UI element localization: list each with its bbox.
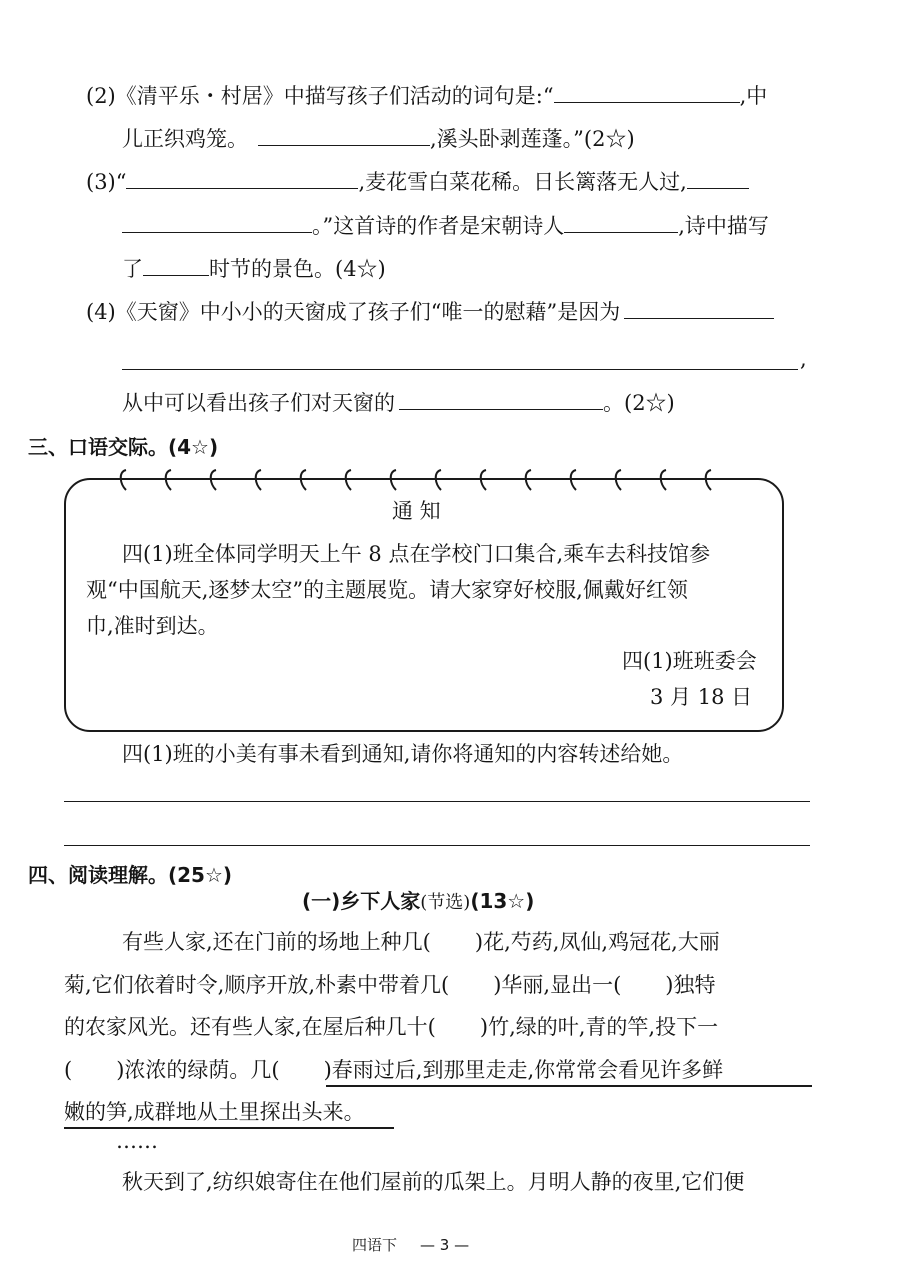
passage-line-2	[64, 970, 715, 1000]
answer-blank[interactable]	[554, 80, 740, 103]
answer-line[interactable]	[64, 845, 810, 846]
passage-title-note: (节选)	[420, 892, 471, 913]
passage-line-4	[64, 1055, 723, 1085]
passage-text: 菊,它们依着时令,顺序开放,朴素中带着几(	[64, 973, 450, 997]
passage-text: (	[64, 1058, 73, 1082]
passage-text: )春雨过后,到那里走走,你常常会看见许多鲜	[323, 1058, 724, 1082]
q2-text-1: (2)《清平乐・村居》中描写孩子们活动的词句是:“	[86, 84, 554, 108]
q3-text-1: (3)“	[86, 170, 127, 194]
q4-text-1: (4)《天窗》中小小的天窗成了孩子们“唯一的慰藉”是因为	[86, 300, 621, 324]
wavy-underline	[64, 1127, 394, 1129]
q4-line-3	[122, 387, 675, 418]
passage-line-5: 嫩的笋,成群地从土里探出头来。	[64, 1100, 365, 1124]
notice-signature: 四(1)班班委会	[622, 649, 757, 673]
answer-blank[interactable]	[624, 296, 774, 319]
q3-text-2: ,麦花雪白菜花稀。日长篱落无人过,	[358, 170, 687, 194]
wavy-underline	[326, 1085, 812, 1087]
passage-line-6: 秋天到了,纺织娘寄住在他们屋前的瓜架上。月明人静的夜里,它们便	[122, 1170, 745, 1194]
passage-title	[302, 886, 534, 918]
notice-line-1: 四(1)班全体同学明天上午 8 点在学校门口集合,乘车去科技馆参	[122, 542, 711, 566]
q2-text-3: 儿正织鸡笼。	[122, 127, 248, 151]
answer-blank[interactable]	[564, 210, 678, 233]
passage-text: )浓浓的绿荫。几(	[116, 1058, 280, 1082]
q4-comma: ,	[800, 347, 807, 371]
passage-title-score: (13☆)	[470, 889, 535, 913]
passage-line-3	[64, 1012, 718, 1042]
footer-subject: 四语下	[352, 1236, 398, 1254]
answer-blank[interactable]	[143, 253, 209, 276]
page-number: — 3 —	[420, 1236, 470, 1254]
passage-text: )华丽,显出一(	[493, 973, 622, 997]
q2-text-4: ,溪头卧剥莲蓬。”(2☆)	[430, 127, 635, 151]
q3-text-3: 。”这首诗的作者是宋朝诗人	[312, 214, 565, 238]
answer-blank[interactable]	[122, 210, 312, 233]
q3-text-4: ,诗中描写	[678, 214, 769, 238]
q4-text-4: 。(2☆)	[603, 391, 675, 415]
q3-line-2	[122, 210, 769, 241]
section-3-question: 四(1)班的小美有事未看到通知,请你将通知的内容转述给她。	[122, 742, 684, 766]
q4-text-3: 从中可以看出孩子们对天窗的	[122, 391, 395, 415]
q2-text-2: ,中	[739, 84, 768, 108]
q3-text-5: 了	[122, 257, 143, 281]
passage-text: )竹,绿的叶,青的竿,投下一	[479, 1015, 719, 1039]
answer-blank[interactable]	[126, 166, 358, 189]
notice-line-2: 观“中国航天,逐梦太空”的主题展览。请大家穿好校服,佩戴好红领	[86, 578, 688, 602]
passage-line-1	[122, 927, 720, 957]
passage-ellipsis: ……	[116, 1129, 158, 1153]
passage-text: 的农家风光。还有些人家,在屋后种几十(	[64, 1015, 436, 1039]
notice-title: 通 知	[392, 499, 441, 523]
passage-text: )独特	[665, 973, 716, 997]
answer-line[interactable]	[64, 801, 810, 802]
answer-blank[interactable]	[399, 387, 603, 410]
q3-line-1	[86, 166, 749, 197]
q3-text-6: 时节的景色。(4☆)	[209, 257, 386, 281]
notice-date: 3 月 18 日	[650, 685, 753, 709]
passage-text: )花,芍药,凤仙,鸡冠花,大丽	[474, 930, 720, 954]
answer-blank[interactable]	[258, 123, 430, 146]
passage-title-text: (一)乡下人家	[302, 889, 421, 913]
q3-line-3	[122, 253, 386, 284]
answer-line[interactable]	[122, 369, 798, 370]
section-3-title: 三、口语交际。(4☆)	[28, 435, 219, 459]
notice-line-3: 巾,准时到达。	[86, 614, 219, 638]
passage-text: 有些人家,还在门前的场地上种几(	[122, 930, 431, 954]
q4-line-1	[86, 296, 774, 327]
q2-line-2	[122, 123, 635, 154]
section-4-title: 四、阅读理解。(25☆)	[28, 863, 233, 887]
q2-line-1	[86, 80, 767, 111]
answer-blank[interactable]	[687, 166, 749, 189]
